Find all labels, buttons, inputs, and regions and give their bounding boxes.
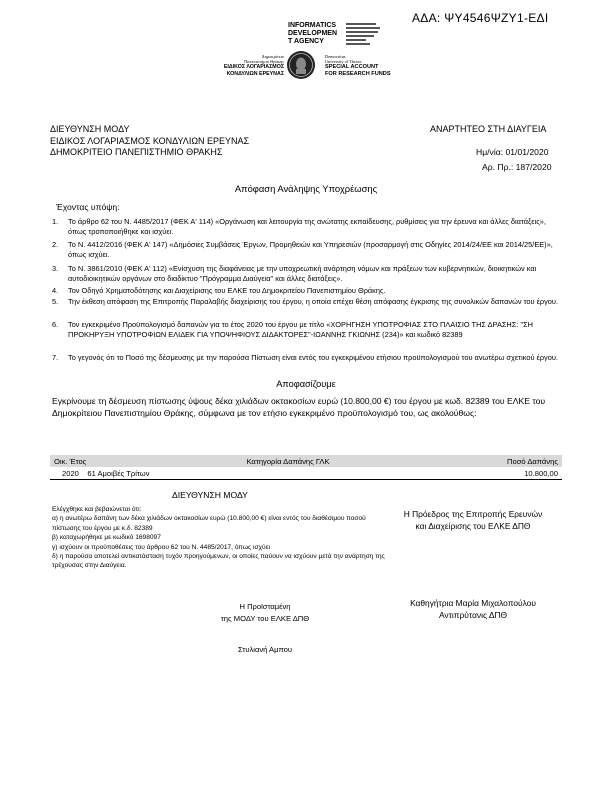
informatics-fineprint xyxy=(346,22,382,52)
date: Ημ/νία: 01/01/2020 xyxy=(476,147,549,157)
item-6: 6. Τον εγκεκριμένο Προϋπολογισμό δαπανών για το έτος 2020 του έργου με τίτλο «ΧΟΡΗΓΗΣΗ ΥΠΟΤΡΟΦΙΑΣ ΣΤΟ ΠΛΑΙΣΙΟ ΤΗΣ ΔΡΑΣΗΣ: "ΣΗ ΠΡΟΚΗΡΥΞΗ ΥΠΟΤΡΟΦΙΩΝ ΕΛΙΔΕΚ ΓΙΑ ΥΠΟΨΗΦΙΟΥΣ ΔΙΔΑΚΤΟΡΕΣ"-ΙΩΑΝΝΗΣ ΓΚΙΩΝΗΣ (234)» και κωδικό 82389 xyxy=(52,320,533,339)
head-title: Η Προϊσταμένη της ΜΟΔΥ του ΕΛΚΕ ΔΠΘ xyxy=(220,602,310,623)
sender-line: ΔΙΕΥΘΥΝΣΗ ΜΟΔΥ xyxy=(50,124,130,134)
decision-text: Εγκρίνουμε τη δέσμευση πίστωσης ύψους δέκα χιλιάδων οκτακοσίων ευρώ (10.800,00 €) του έργου με κωδ. 82389 του ΕΛΚΕ του Δημοκρίτειου Πανεπιστημίου Θράκης, σύμφωνα με τον ετήσιο εγκεκριμένο προϋπολογισμό του, ως ακολούθως: xyxy=(52,396,546,419)
sender-line: ΕΙΔΙΚΟΣ ΛΟΓΑΡΙΑΣΜΟΣ ΚΟΝΔΥΛΙΩΝ ΕΡΕΥΝΑΣ xyxy=(50,135,250,146)
president-title: Η Πρόεδρος της Επιτροπής Ερευνών και Διαχείρισης του ΕΛΚΕ ΔΠΘ xyxy=(403,509,543,531)
item-5: 5. Την έκθεση απόφαση της Επιτροπής Παραλαβής διαχείρισης του έργου, η οποία επέχει θέση απόφασης έγκρισης της συνολικών δαπανών του έργου. xyxy=(52,297,559,306)
item-7: 7. Το γεγονός ότι το Ποσό της δέσμευσης με την παρούσα Πίστωση είναι εντός του εγκεκριμένου ετήσιου προϋπολογισμού του ανωτέρω σχετικού έργου. xyxy=(52,353,558,362)
verification-block: Ελέγχθηκε και βεβαιώνεται ότι: α) η ανωτέρω δαπάνη των δέκα χιλιάδων οκτακοσίων ευρώ (10.800,00 €) είναι εντός του διαθέσιμου ποσού πίστωσης του έργου με κ.δ. 82389 β) καταχωρήθηκε με κωδικό 1698097 γ) ισχύουν οι προϋποθέσεις του άρθρου 62 του Ν. 4485/2017, όπως ισχύει δ) η παρούσα αποτελεί αντικατάσταση τυχόν προηγούμενων, οι οποίες παύουν να ισχύουν μετά την ανάρτηση της τρέχουσας στην Διαύγεια. xyxy=(52,506,385,570)
table-cell-amount: 10.800,00 xyxy=(524,468,558,478)
table-header-year: Οικ. Έτος xyxy=(54,456,87,466)
table-row xyxy=(50,467,562,480)
item-1: 1. Το άρθρο 62 του Ν. 4485/2017 (ΦΕΚ Α' 114) «Οργάνωση και λειτουργία της ανώτατης εκπαίδευσης, ρυθμίσεις για την έρευνα και άλλες διατάξεις», όπως τροποποιήθηκε και ισχύει. xyxy=(52,217,546,236)
dept-heading: ΔΙΕΥΘΥΝΣΗ ΜΟΔΥ xyxy=(172,490,248,500)
table-cell-year: 2020 61 Αμοιβές Τρίτων xyxy=(62,468,150,478)
table-header-row xyxy=(50,455,562,467)
protocol-number: Αρ. Πρ.: 187/2020 xyxy=(482,162,552,172)
informatics-logo: INFORMATICS DEVELOPMEN T AGENCY xyxy=(288,22,338,45)
item-2: 2. Το Ν. 4412/2016 (ΦΕΚ Α' 147) «Δημόσιες Συμβάσεις Έργων, Προμηθειών και Υπηρεσιών (προσαρμογή στις Οδηγίες 2014/24/ΕΕ και 2014/25/ΕΕ)», όπως ισχύει. xyxy=(52,240,553,259)
democritus-emblem-icon xyxy=(286,50,316,80)
table-header-amount: Ποσό Δαπάνης xyxy=(507,456,558,466)
having-regard: Έχοντας υπόψη: xyxy=(56,202,120,212)
decide-heading: Αποφασίζουμε xyxy=(276,379,336,389)
sender-line: ΔΗΜΟΚΡΙΤΕΙΟ ΠΑΝΕΠΙΣΤΗΜΙΟ ΘΡΑΚΗΣ xyxy=(50,147,223,157)
item-3: 3. Το Ν. 3861/2010 (ΦΕΚ Α' 112) «Ενίσχυση της διαφάνειας με την υποχρεωτική ανάρτηση νόμων και πράξεων των κυβερνητικών, διοικητικών και αυτοδιοικητικών οργάνων στο διαδίκτυο "Πρόγραμμα Διαύγεια" και άλλες διατάξεις». xyxy=(52,264,537,283)
table-header-category: Κατηγορία Δαπάνης ΓΛΚ xyxy=(246,456,330,466)
posting-label: ΑΝΑΡΤΗΤΕΟ ΣΤΗ ΔΙΑΥΓΕΙΑ xyxy=(430,124,547,134)
ada-code: ΑΔΑ: ΨΥ4546ΨΖΥ1-ΕΔΙ xyxy=(412,11,549,25)
item-4: 4. Τον Οδηγό Χρηματοδότησης και Διαχείρισης του ΕΛΚΕ του Δημοκριτείου Πανεπιστημίου Θράκης. xyxy=(52,286,386,295)
page-title: Απόφαση Ανάληψης Υποχρέωσης xyxy=(234,183,378,194)
table-cell-category: 61 Αμοιβές Τρίτων xyxy=(87,468,150,478)
president-name: Καθηγήτρια Μαρία Μιχαλοπούλου Αντιπρύτανις ΔΠΘ xyxy=(410,598,536,620)
duth-logo-left-text: Δημοκρίτειο Πανεπιστήμιο Θράκης ΕΙΔΙΚΟΣ ΛΟΓΑΡΙΑΣΜΟΣ ΚΟΝΔΥΛΙΩΝ ΕΡΕΥΝΑΣ xyxy=(223,54,284,77)
duth-logo-right-text: Democritus University of Thrace SPECIAL ACCOUNT FOR RESEARCH FUNDS xyxy=(325,54,391,77)
sender-block xyxy=(50,124,249,159)
cost-table xyxy=(50,455,562,480)
head-name: Στυλιανή Αμπου xyxy=(237,645,293,654)
